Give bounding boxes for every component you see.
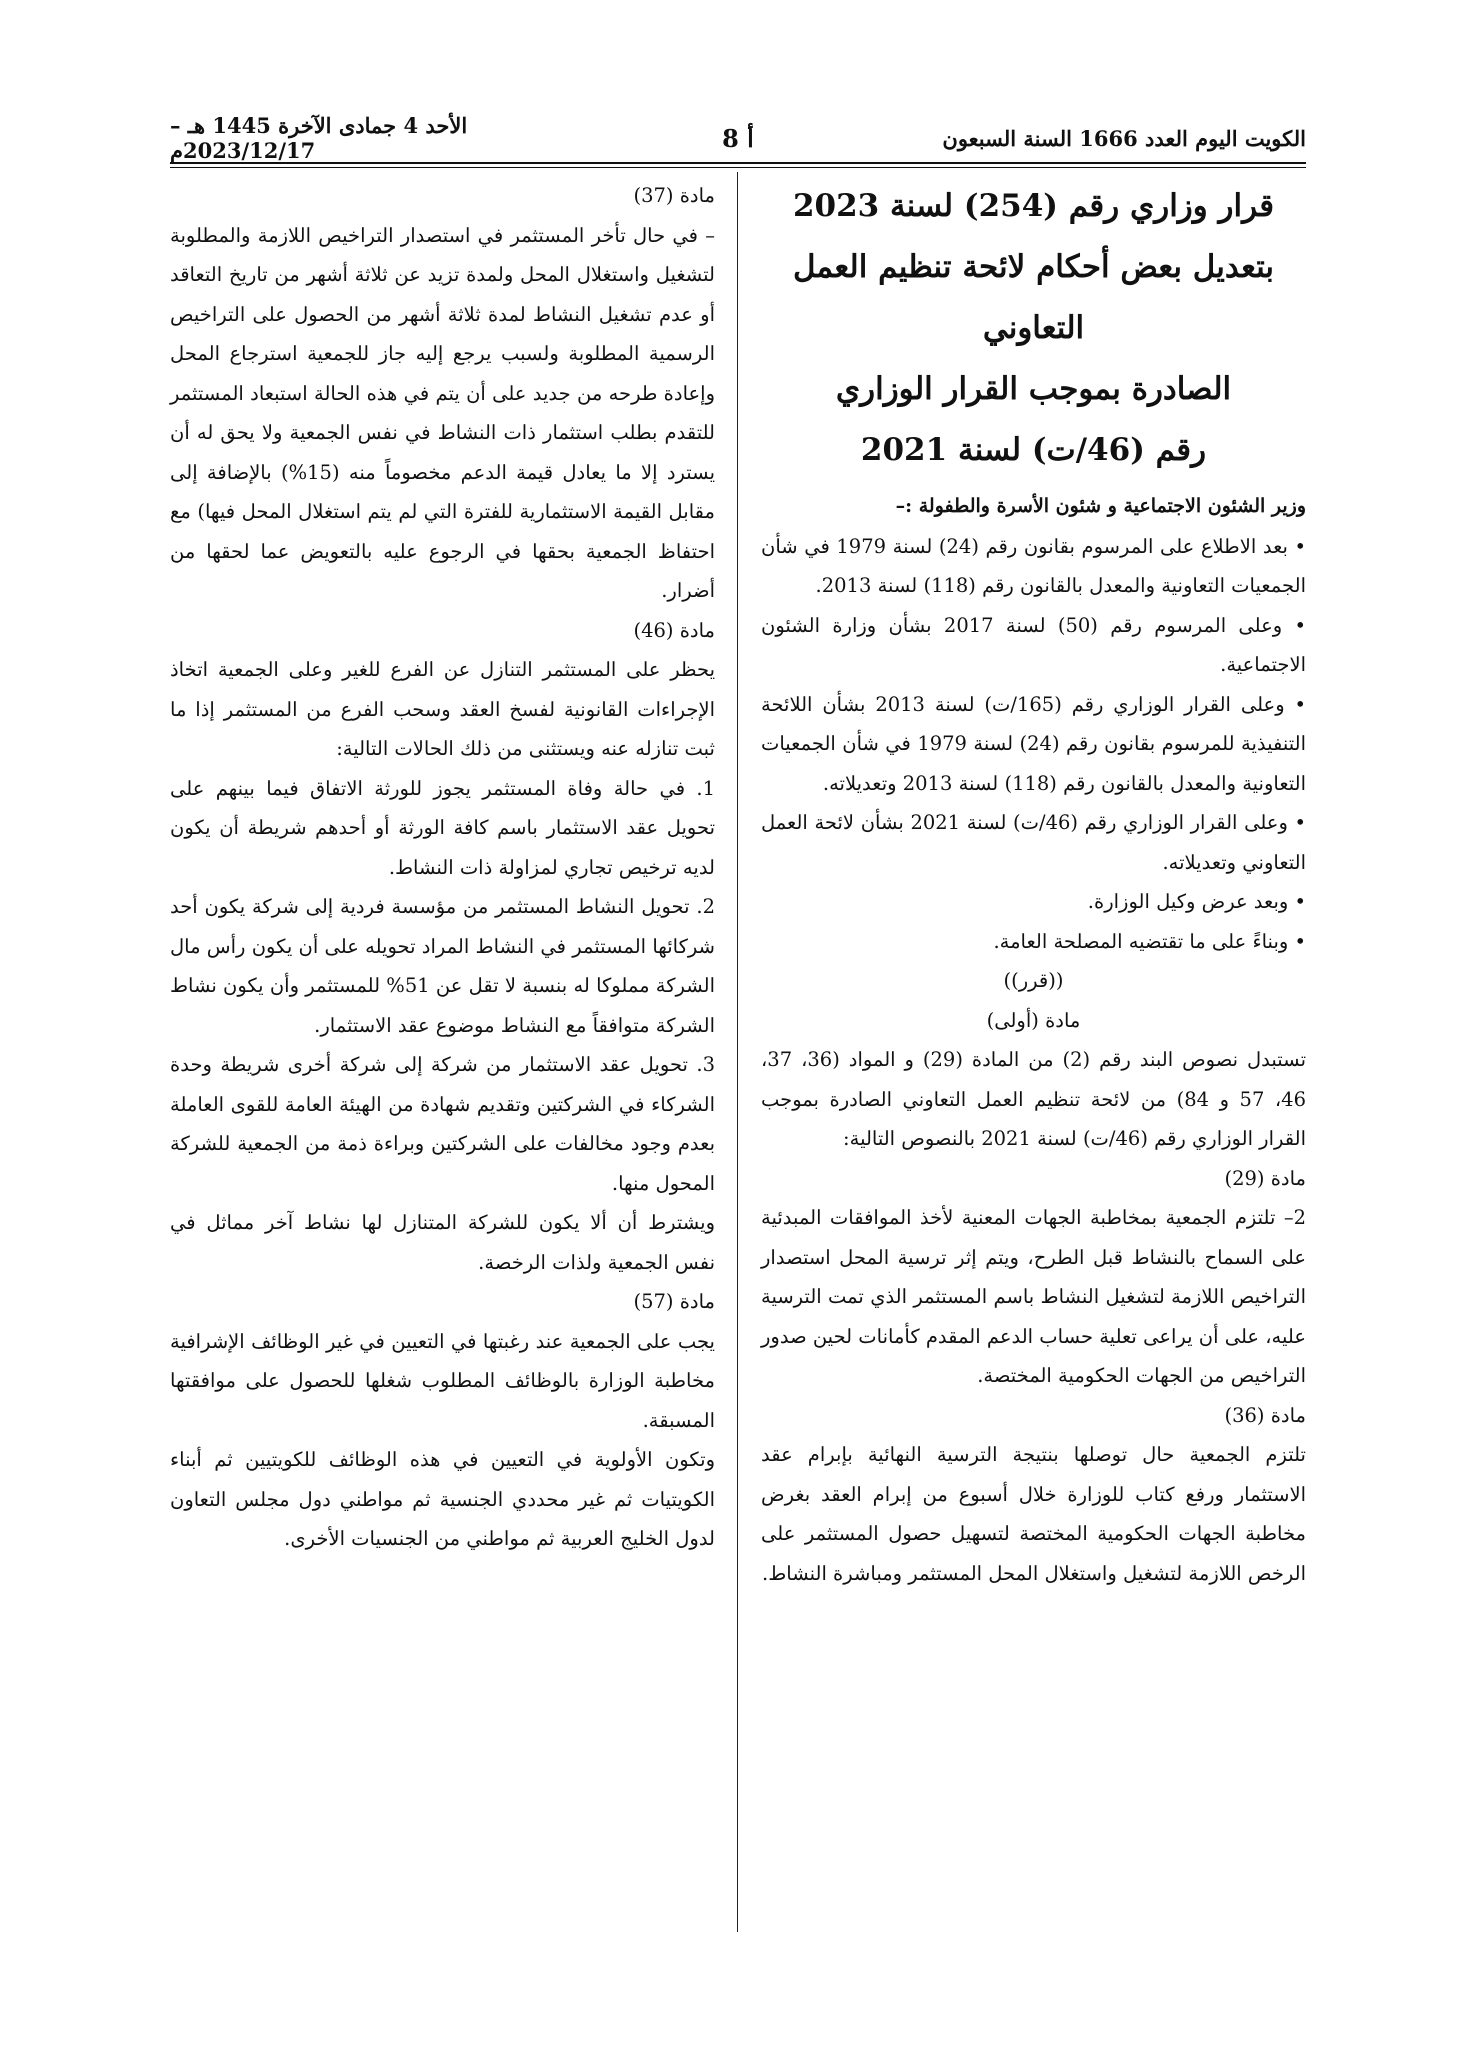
article-46-text: يحظر على المستثمر التنازل عن الفرع للغير وعلى الجمعية اتخاذ الإجراءات القانونية لفسخ العقد وسحب الفرع من المستثمر إذا ما ثبت تنازله عنه ويستثنى من ذلك الحالات التالية:	[170, 658, 715, 760]
article-46-condition: ويشترط أن ألا يكون للشركة المتنازل لها نشاط آخر مماثل في نفس الجمعية ولذات الرخصة.	[170, 1211, 715, 1274]
left-column	[170, 176, 715, 1559]
decree-title-line-1: قرار وزاري رقم (254) لسنة 2023	[792, 188, 1275, 224]
article-first-heading: مادة (أولى)	[986, 1008, 1081, 1032]
article-46-heading: مادة (46)	[633, 618, 715, 642]
preamble-item: • وبعد عرض وكيل الوزارة.	[1087, 890, 1306, 913]
preamble-item: • وبناءً على ما تقتضيه المصلحة العامة.	[993, 929, 1306, 953]
article-36-text: تلتزم الجمعية حال توصلها بنتيجة الترسية النهائية بإبرام عقد الاستثمار ورفع كتاب للوزارة خلال أسبوع من إبرام العقد بغرض مخاطبة الجهات الحكومية المختصة لتسهيل حصول المستثمر على الرخص اللازمة لتشغيل واستغلال المحل المستثمر ومباشرة النشاط.	[761, 1443, 1306, 1585]
article-57-heading: مادة (57)	[633, 1290, 715, 1313]
right-column	[761, 176, 1306, 1593]
column-divider	[737, 172, 738, 1932]
page-header	[170, 113, 1306, 163]
header-page-number: أ 8	[722, 123, 754, 153]
decided-heading: ((قرر))	[1003, 969, 1064, 992]
header-rule-thick	[170, 162, 1306, 164]
header-date: الأحد 4 جمادى الآخرة 1445 هـ – 2023/12/17م	[170, 113, 468, 163]
header-rule-thin	[170, 167, 1306, 168]
article-first-text: تستبدل نصوص البند رقم (2) من المادة (29) و المواد (36، 37، 46، 57 و 84) من لائحة تنظيم العمل التعاوني الصادرة بموجب القرار الوزاري رقم (46/ت) لسنة 2021 بالنصوص التالية:	[761, 1048, 1306, 1150]
decree-title-line-2: بتعديل بعض أحكام لائحة تنظيم العمل التعاوني	[792, 249, 1275, 346]
preamble-item: • وعلى المرسوم رقم (50) لسنة 2017 بشأن وزارة الشئون الاجتماعية.	[761, 613, 1306, 676]
decree-title-line-3: الصادرة بموجب القرار الوزاري	[835, 371, 1232, 407]
preamble-item: • وعلى القرار الوزاري رقم (165/ت) لسنة 2013 بشأن اللائحة التنفيذية للمرسوم بقانون رقم (24) لسنة 1979 في شأن الجمعيات التعاونية والمعدل بالقانون رقم (118) لسنة 2013 وتعديلاته.	[761, 692, 1307, 795]
article-46-item: 2. تحويل النشاط المستثمر من مؤسسة فردية إلى شركة يكون أحد شركائها المستثمر في النشاط المراد تحويله على أن يكون رأس مال الشركة مملوكا له بنسبة لا تقل عن 51% للمستثمر وأن يكون نشاط الشركة متوافقاً مع النشاط موضوع عقد الاستثمار.	[170, 895, 716, 1037]
article-57-text-1: يجب على الجمعية عند رغبتها في التعيين في غير الوظائف الإشرافية مخاطبة الوزارة بالوظائف المطلوب شغلها للحصول على موافقتها المسبقة.	[170, 1329, 715, 1432]
article-46-item: 3. تحويل عقد الاستثمار من شركة إلى شركة أخرى شريطة وحدة الشركاء في الشركتين وتقديم شهادة من الهيئة العامة للقوى العاملة بعدم وجود مخالفات على الشركتين وبراءة ذمة من الجمعية للشركة المحول منها.	[170, 1053, 715, 1195]
header-issue-info: الكويت اليوم العدد 1666 السنة السبعون	[942, 125, 1306, 151]
article-29-text: 2– تلتزم الجمعية بمخاطبة الجهات المعنية لأخذ الموافقات المبدئية على السماح بالنشاط قبل الطرح، ويتم إثر ترسية المحل استصدار التراخيص اللازمة لتشغيل النشاط باسم المستثمر الذي تمت الترسية عليه، على أن يراعى تعلية حساب الدعم المقدم كأمانات لحين صدور التراخيص من الجهات الحكومية المختصة.	[761, 1206, 1306, 1387]
article-57-text-2: وتكون الأولوية في التعيين في هذه الوظائف للكويتيين ثم أبناء الكويتيات ثم غير محددي الجنسية ثم مواطني دول مجلس التعاون لدول الخليج العربية ثم مواطني من الجنسيات الأخرى.	[170, 1448, 715, 1550]
preamble-item: • بعد الاطلاع على المرسوم بقانون رقم (24) لسنة 1979 في شأن الجمعيات التعاونية والمعدل بالقانون رقم (118) لسنة 2013.	[761, 534, 1307, 597]
minister-line: وزير الشئون الاجتماعية و شئون الأسرة والطفولة :–	[895, 495, 1306, 517]
article-46-item: 1. في حالة وفاة المستثمر يجوز للورثة الاتفاق فيما بينهم على تحويل عقد الاستثمار باسم كافة الورثة أو أحدهم شريطة أن يكون لديه ترخيص تجاري لمزاولة ذات النشاط.	[170, 776, 715, 879]
article-37-text: – في حال تأخر المستثمر في استصدار التراخيص اللازمة والمطلوبة لتشغيل واستغلال المحل ولمدة تزيد عن ثلاثة أشهر من تاريخ التعاقد أو عدم تشغيل النشاط لمدة ثلاثة أشهر من الحصول على التراخيص الرسمية المطلوبة ولسبب يرجع إليه جاز للجمعية استرجاع المحل وإعادة طرحه من جديد على أن يتم في هذه الحالة استبعاد المستثمر للتقدم بطلب استثمار ذات النشاط في نفس الجمعية ولا يحق له أن يسترد إلا ما يعادل قيمة الدعم مخصوماً منه (15%) بالإضافة إلى مقابل القيمة الاستثمارية للفترة التي لم يتم استغلال المحل فيها) مع احتفاظ الجمعية بحقها في الرجوع عليه بالتعويض عما لحقها من أضرار.	[170, 223, 715, 602]
article-37-heading: مادة (37)	[633, 184, 715, 207]
decree-title-line-4: رقم (46/ت) لسنة 2021	[860, 432, 1207, 468]
article-36-heading: مادة (36)	[1224, 1403, 1306, 1427]
article-29-heading: مادة (29)	[1224, 1166, 1306, 1190]
preamble-item: • وعلى القرار الوزاري رقم (46/ت) لسنة 2021 بشأن لائحة العمل التعاوني وتعديلاته.	[761, 811, 1307, 874]
